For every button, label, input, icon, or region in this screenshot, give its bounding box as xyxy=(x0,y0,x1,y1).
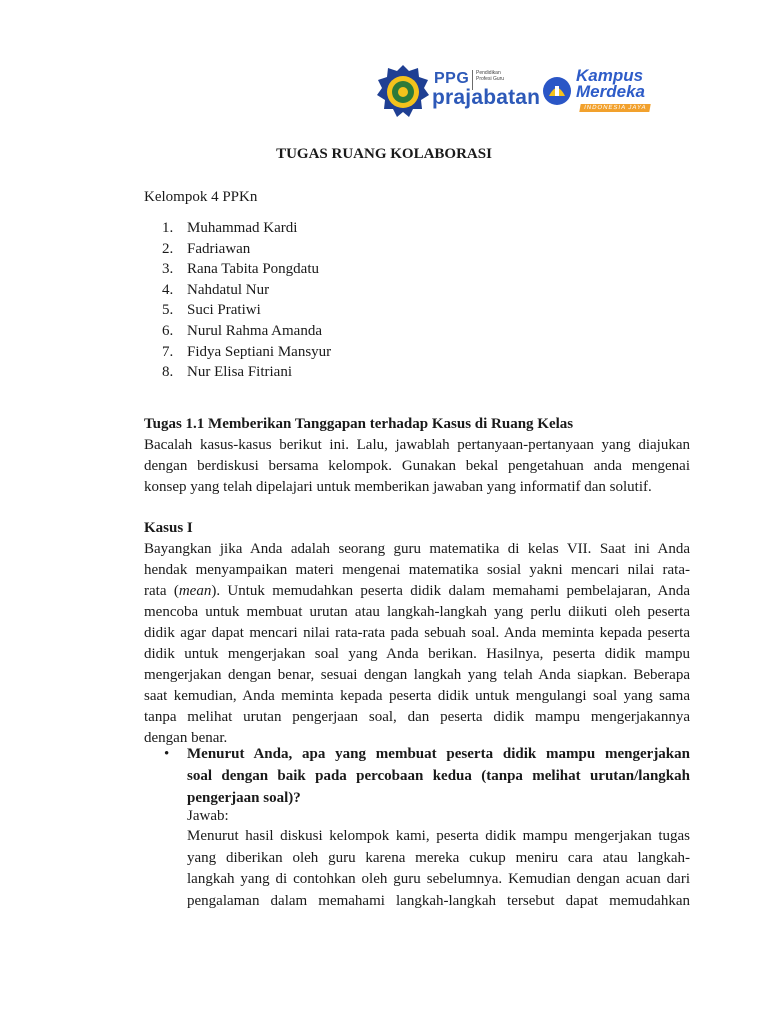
page-title: TUGAS RUANG KOLABORASI xyxy=(276,146,492,162)
list-number: 7. xyxy=(162,343,174,360)
list-item xyxy=(162,321,331,342)
kampus-merdeka-logo xyxy=(574,64,670,120)
list-item xyxy=(162,239,331,260)
paragraph-line: mengerjakan dengan benar, sesuai dengan langkah yang telah Anda siapkan. Beberapa xyxy=(144,667,690,683)
ppg-logo-text: PPG xyxy=(434,70,470,87)
case-heading: Kasus I xyxy=(144,520,193,536)
answer-line: pengalaman dalam memahami langkah-langkah tersebut dapat memudahkan xyxy=(187,892,690,909)
member-name: Fadriawan xyxy=(187,240,251,257)
list-number: 8. xyxy=(162,364,174,381)
emphasized-term: mean xyxy=(178,583,212,599)
list-item xyxy=(162,259,331,280)
paragraph-line: didik untuk mengerjakan soal yang Anda berikan. Hasilnya, peserta didik mampu xyxy=(144,646,690,662)
merdeka-logo-text: Merdeka xyxy=(576,82,645,101)
list-item xyxy=(162,342,331,363)
indonesia-jaya-tag: INDONESIA JAYA xyxy=(579,104,651,112)
question-text xyxy=(187,743,690,809)
paragraph-line: hendak menyampaikan materi mengenai matematika sosial yakni mencari nilai rata- xyxy=(144,562,690,578)
member-name: Suci Pratiwi xyxy=(187,302,261,319)
text-segment: ). Untuk memudahkan peserta didik dalam memahami pembelajaran, Anda xyxy=(211,583,690,599)
question-line: Menurut Anda, apa yang membuat peserta didik mampu mengerjakan xyxy=(187,746,690,762)
task-heading: Tugas 1.1 Memberikan Tanggapan terhadap Kasus di Ruang Kelas xyxy=(144,416,574,432)
header-logos xyxy=(376,64,666,120)
case-paragraph xyxy=(144,539,690,749)
list-number: 4. xyxy=(162,281,174,298)
member-list xyxy=(162,218,331,383)
member-name: Nur Elisa Fitriani xyxy=(187,364,292,381)
ppg-subtext: Pendidikan Profesi Guru xyxy=(476,70,505,82)
paragraph-line: dengan benar. xyxy=(144,730,228,746)
member-name: Rana Tabita Pongdatu xyxy=(187,261,319,278)
list-item xyxy=(162,300,331,321)
kampus-logo-text: Kampus xyxy=(576,66,644,85)
paragraph-line: didik agar dapat mencari nilai rata-rata pada sebuah soal. Anda meminta kepada peserta xyxy=(144,625,690,641)
group-label: Kelompok 4 PPKn xyxy=(144,189,258,205)
answer-text xyxy=(187,826,690,912)
paragraph-line: tanpa melihat urutan pengerjaan soal, dan peserta didik mampu mengerjakannya xyxy=(144,709,690,725)
list-item xyxy=(162,218,331,239)
question-line: soal dengan baik pada percobaan kedua (tanpa melihat urutan/langkah xyxy=(187,768,690,784)
tut-wuri-handayani-icon xyxy=(541,76,573,106)
answer-line: langkah yang di contohkan oleh guru sebelumnya. Kemudian dengan acuan dari xyxy=(187,871,690,887)
ppg-prajabatan-logo xyxy=(432,66,550,118)
task-instructions xyxy=(144,435,690,498)
prajabatan-logo-text: prajabatan xyxy=(432,86,541,109)
member-name: Nahdatul Nur xyxy=(187,281,270,298)
question-line: pengerjaan soal)? xyxy=(187,790,301,806)
answer-line: Menurut hasil diskusi kelompok kami, peserta didik mampu mengerjakan tugas xyxy=(187,828,690,844)
list-number: 5. xyxy=(162,302,174,319)
text-segment: rata ( xyxy=(144,583,179,599)
member-name: Fidya Septiani Mansyur xyxy=(187,343,332,360)
paragraph-line: Bacalah kasus-kasus berikut ini. Lalu, jawablah pertanyaan-pertanyaan yang diajukan xyxy=(144,437,690,453)
paragraph-line: mencoba untuk membuat urutan atau langkah-langkah yang perlu diikuti oleh peserta xyxy=(144,604,690,620)
bullet-icon: • xyxy=(164,746,170,762)
list-number: 6. xyxy=(162,322,174,339)
list-item xyxy=(162,280,331,301)
paragraph-line: saat kemudian, Anda meminta kepada peserta didik untuk mengulangi soal yang sama xyxy=(144,688,690,704)
list-item xyxy=(162,362,331,383)
paragraph-line: konsep yang telah dipelajari untuk memberikan jawaban yang informatif dan solutif. xyxy=(144,479,652,495)
member-name: Muhammad Kardi xyxy=(187,220,298,236)
paragraph-line: Bayangkan jika Anda adalah seorang guru matematika di kelas VII. Saat ini Anda xyxy=(144,541,690,557)
university-emblem-icon xyxy=(376,64,430,120)
list-number: 3. xyxy=(162,261,174,278)
list-number: 1. xyxy=(162,220,174,236)
paragraph-line: dengan berdiskusi bersama kelompok. Gunakan bekal pengetahuan anda mengenai xyxy=(144,458,690,474)
list-number: 2. xyxy=(162,240,174,257)
paragraph-line xyxy=(144,581,690,602)
answer-line: yang diberikan oleh guru karena mereka cukup meniru cara atau langkah- xyxy=(187,849,690,866)
member-name: Nurul Rahma Amanda xyxy=(187,322,322,339)
answer-label: Jawab: xyxy=(187,808,229,824)
